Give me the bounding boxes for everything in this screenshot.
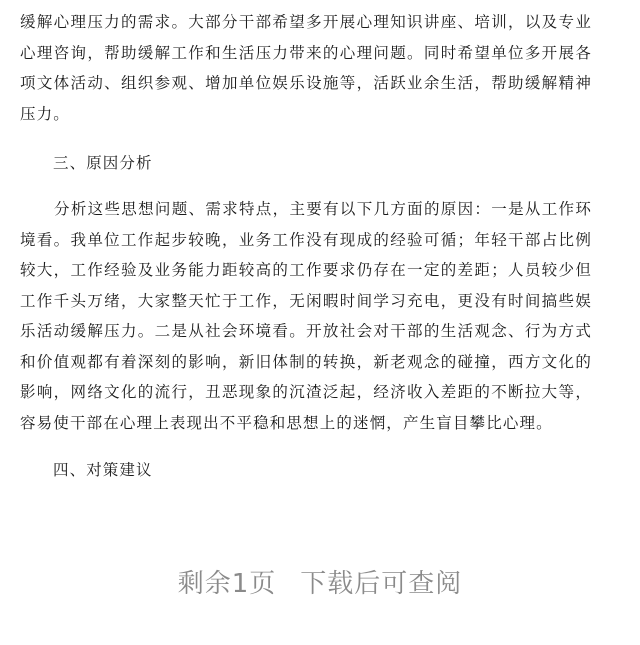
remaining-pages-prompt[interactable] [0,563,640,600]
section-heading-countermeasures: 四、对策建议 [53,461,153,479]
section-heading-cause-analysis: 三、原因分析 [53,154,153,172]
paragraph-cause-analysis: 分析这些思想问题、需求特点，主要有以下几方面的原因：一是从工作环境看。我单位工作起步较晚，业务工作没有现成的经验可循；年轻干部占比例较大，工作经验及业务能力距较高的工作要求仍存在一定的差距；人员较少但工作千头万绪，大家整天忙于工作，无闲暇时间学习充电，更没有时间搞些娱乐活动缓解压力。二是从社会环境看。开放社会对干部的生活观念、行为方式和价值观都有着深刻的影响，新旧体制的转换，新老观念的碰撞，西方文化的影响，网络文化的流行，丑恶现象的沉渣泛起，经济收入差距的不断拉大等，容易使干部在心理上表现出不平稳和思想上的迷惘，产生盲目攀比心理。 [20,200,592,432]
remaining-pages-label: 剩余1页 [177,569,277,599]
paragraph-needs: 缓解心理压力的需求。大部分干部希望多开展心理知识讲座、培训，以及专业心理咨询，帮助缓解工作和生活压力带来的心理问题。同时希望单位多开展各项文体活动、组织参观、增加单位娱乐设施等，活跃业余生活，帮助缓解精神压力。 [20,13,592,123]
download-to-view-label: 下载后可查阅 [300,569,463,599]
